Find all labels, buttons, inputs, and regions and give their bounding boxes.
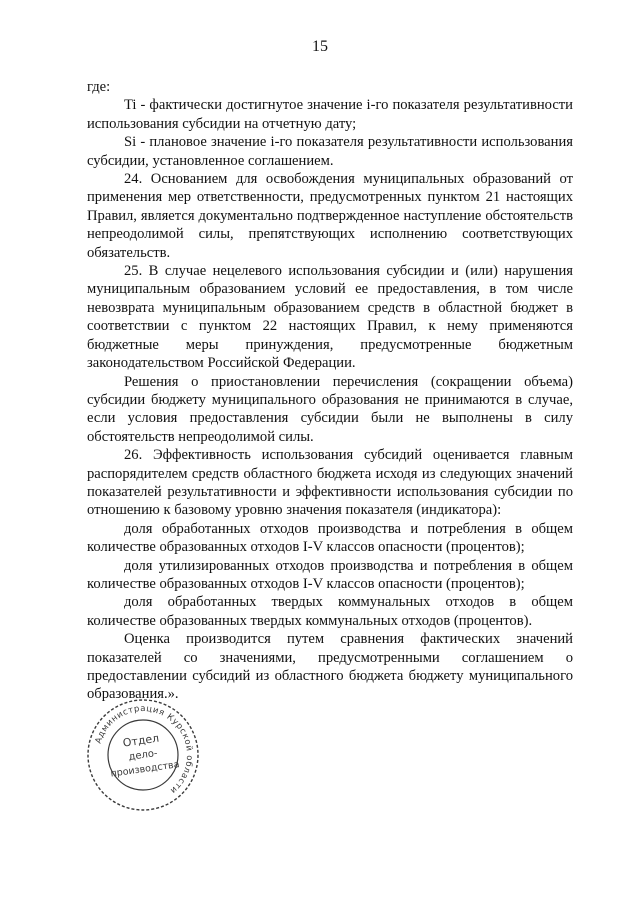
stamp-ring-text: Администрация Курской области	[93, 703, 195, 796]
paragraph: 26. Эффективность использования субсидий оценивается главным распорядителем средств областного бюджета исходя из следующих значений показателей результативности и эффективности использования субсидии по отношению к базовому уровню значения показателя (индикатора):	[87, 447, 573, 519]
paragraph: где:	[87, 79, 111, 95]
page-number: 15	[312, 38, 328, 55]
stamp-line-2: дело-	[127, 748, 159, 763]
document-body	[87, 78, 573, 704]
paragraph: 25. В случае нецелевого использования субсидии и (или) нарушения муниципальным образованием условий ее предоставления, в том числе невозврата муниципальным образованием средств в областной бюджет в соответствии с пунктом 22 настоящих Правил, к нему применяются бюджетные меры принуждения, предусмотренные бюджетным законодательством Российской Федерации.	[87, 263, 573, 372]
paragraph: доля обработанных отходов производства и потребления в общем количестве образованных отходов I-V классов опасности (процентов);	[87, 520, 573, 556]
paragraph: Ti - фактически достигнутое значение i-го показателя результативности использования субсидии на отчетную дату;	[87, 97, 573, 132]
paragraph: Оценка производится путем сравнения фактических значений показателей со значениями, предусмотренными соглашением о предоставлении субсидий из областного бюджета бюджету муниципального образования.».	[87, 631, 573, 703]
stamp-line-3: производства	[109, 759, 181, 780]
stamp-graphic	[82, 694, 204, 816]
stamp-line-1: Отдел	[122, 731, 160, 750]
paragraph: доля обработанных твердых коммунальных отходов в общем количестве образованных твердых коммунальных отходов (процентов).	[87, 594, 573, 629]
paragraph: 24. Основанием для освобождения муниципальных образований от применения мер ответственности, предусмотренных пунктом 21 настоящих Правил, является документально подтвержденное наступление обстоятельств непреодолимой силы, препятствующих исполнению соответствующих обязательств.	[87, 171, 573, 261]
paragraph: Si - плановое значение i-го показателя результативности использования субсидии, установленное соглашением.	[87, 134, 573, 169]
paragraph: доля утилизированных отходов производства и потребления в общем количестве образованных отходов I-V классов опасности (процентов);	[87, 557, 573, 592]
office-stamp	[82, 694, 204, 816]
paragraph: Решения о приостановлении перечисления (сокращении объема) субсидии бюджету муниципального образования не принимаются в случае, если условия предоставления субсидии были не выполнены в силу обстоятельств непреодолимой силы.	[87, 373, 573, 445]
